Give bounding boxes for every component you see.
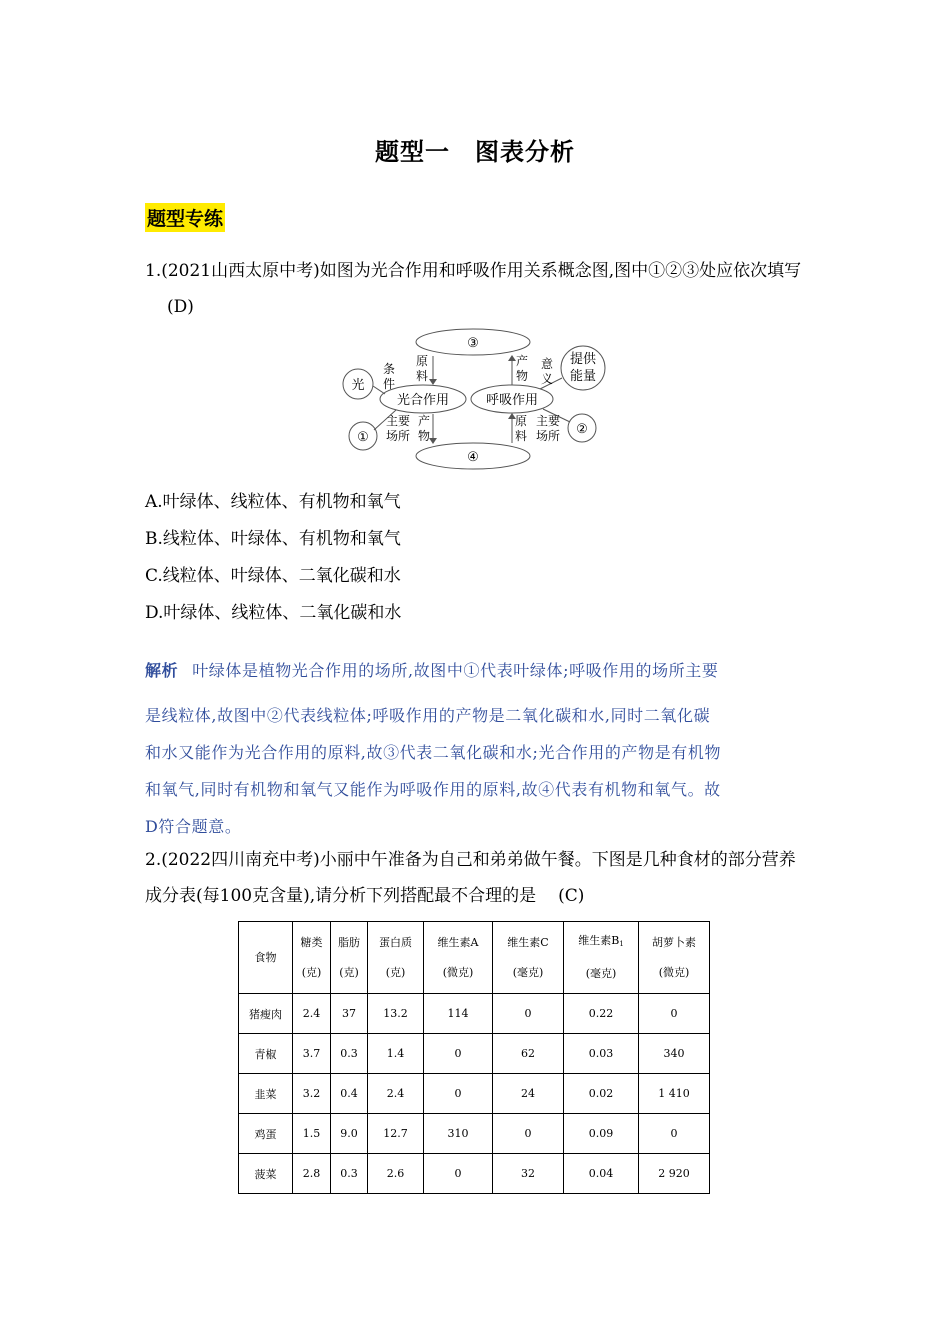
table-cell: 32	[493, 1154, 564, 1194]
table-row	[239, 994, 710, 1034]
table-header-row	[239, 922, 710, 994]
question-1	[145, 253, 810, 325]
table-cell: 0.04	[564, 1154, 639, 1194]
raw-right-label-2: 料	[514, 429, 528, 443]
site-right-label-1: 主要	[535, 414, 561, 428]
right-place-label: ②	[576, 422, 588, 437]
table-header-cell: 胡萝卜素 (微克)	[639, 922, 710, 994]
table-cell: 0	[493, 1114, 564, 1154]
question-2	[145, 842, 810, 914]
option-a: A.叶绿体、线粒体、有机物和氧气	[145, 492, 401, 512]
table-cell: 0	[424, 1034, 493, 1074]
prod-left-label-1: 产	[417, 414, 431, 428]
table-cell: 0.02	[564, 1074, 639, 1114]
table-row	[239, 1074, 710, 1114]
analysis-line: D符合题意。	[145, 817, 242, 836]
table-row	[239, 1114, 710, 1154]
table-cell: 340	[639, 1034, 710, 1074]
table-cell: 菠菜	[239, 1154, 293, 1194]
table-header-cell: 脂肪 (克)	[331, 922, 368, 994]
table-cell: 2.4	[368, 1074, 424, 1114]
table-cell: 2.4	[293, 994, 331, 1034]
analysis-line: 和氧气,同时有机物和氧气又能作为呼吸作用的原料,故④代表有机物和氧气。故	[145, 780, 721, 799]
analysis-label: 解析	[145, 661, 179, 680]
table-cell: 13.2	[368, 994, 424, 1034]
table-cell: 37	[331, 994, 368, 1034]
table-cell: 3.7	[293, 1034, 331, 1074]
table-cell: 310	[424, 1114, 493, 1154]
analysis-line: 解析 叶绿体是植物光合作用的场所,故图中①代表叶绿体;呼吸作用的场所主要	[145, 661, 719, 680]
table-cell: 韭菜	[239, 1074, 293, 1114]
table-cell: 猪瘦肉	[239, 994, 293, 1034]
light-label: 光	[351, 378, 365, 393]
table-cell: 0	[424, 1074, 493, 1114]
options-list	[145, 484, 401, 632]
concept-diagram	[340, 326, 610, 472]
table-header-cell: 糖类 (克)	[293, 922, 331, 994]
right-process-label: 呼吸作用	[485, 393, 539, 408]
table-cell: 0.03	[564, 1034, 639, 1074]
table-cell: 0.3	[331, 1154, 368, 1194]
table-cell: 114	[424, 994, 493, 1034]
table-cell: 1.4	[368, 1034, 424, 1074]
table-cell: 9.0	[331, 1114, 368, 1154]
table-cell: 0	[639, 1114, 710, 1154]
section-label: 题型专练	[145, 203, 225, 232]
raw-left-label-2: 料	[415, 369, 429, 383]
prod-right-label-1: 产	[515, 354, 529, 368]
option-d: D.叶绿体、线粒体、二氧化碳和水	[145, 603, 402, 623]
raw-left-label-1: 原	[415, 354, 429, 368]
question-2-text: 2.(2022四川南充中考)小丽中午准备为自己和弟弟做午餐。下图是几种食材的部分营养成分表(每100克含量),请分析下列搭配最不合理的是	[145, 850, 796, 906]
table-cell: 0	[424, 1154, 493, 1194]
table-cell: 0.4	[331, 1074, 368, 1114]
cond-label-2: 件	[382, 377, 396, 391]
table-cell: 62	[493, 1034, 564, 1074]
option-b: B.线粒体、叶绿体、有机物和氧气	[145, 529, 401, 549]
energy-label-1: 提供	[569, 352, 597, 367]
analysis-line: 和水又能作为光合作用的原料,故③代表二氧化碳和水;光合作用的产物是有机物	[145, 743, 722, 762]
mean-label-2: 义	[540, 372, 554, 386]
table-header-cell: 食物	[239, 922, 293, 994]
nutrition-table	[238, 921, 710, 1194]
table-cell: 青椒	[239, 1034, 293, 1074]
table-cell: 2.8	[293, 1154, 331, 1194]
table-cell: 鸡蛋	[239, 1114, 293, 1154]
table-cell: 0.22	[564, 994, 639, 1034]
table-cell: 2 920	[639, 1154, 710, 1194]
site-right-label-2: 场所	[535, 429, 561, 443]
table-cell: 2.6	[368, 1154, 424, 1194]
table-cell: 0.09	[564, 1114, 639, 1154]
table-cell: 1.5	[293, 1114, 331, 1154]
table-cell: 24	[493, 1074, 564, 1114]
table-header-cell: 维生素A (微克)	[424, 922, 493, 994]
question-1-text: 1.(2021山西太原中考)如图为光合作用和呼吸作用关系概念图,图中①②③处应依次填写	[145, 261, 802, 281]
table-header-cell: 维生素$B_1$ (毫克)	[564, 922, 639, 994]
table-cell: 0	[639, 994, 710, 1034]
table-cell: 0	[493, 994, 564, 1034]
table-cell: 0.3	[331, 1034, 368, 1074]
cond-label-1: 条	[382, 362, 396, 376]
left-process-label: 光合作用	[396, 393, 450, 408]
option-c: C.线粒体、叶绿体、二氧化碳和水	[145, 566, 401, 586]
bottom-oval-label: ④	[467, 450, 479, 465]
table-cell: 3.2	[293, 1074, 331, 1114]
mean-label-1: 意	[540, 357, 554, 371]
question-2-answer: (C)	[558, 886, 585, 906]
site-left-label-1: 主要	[385, 414, 411, 428]
analysis	[145, 645, 810, 845]
question-1-answer: (D)	[167, 297, 194, 317]
raw-right-label-1: 原	[514, 414, 528, 428]
prod-right-label-2: 物	[515, 369, 529, 383]
analysis-line: 是线粒体,故图中②代表线粒体;呼吸作用的产物是二氧化碳和水,同时二氧化碳	[145, 706, 711, 725]
top-oval-label: ③	[467, 336, 479, 351]
energy-label-2: 能量	[569, 369, 597, 384]
table-row	[239, 1034, 710, 1074]
table-header-cell: 蛋白质 (克)	[368, 922, 424, 994]
page-title: 题型一 图表分析	[375, 138, 575, 166]
left-place-label: ①	[357, 430, 369, 445]
table-cell: 1 410	[639, 1074, 710, 1114]
site-left-label-2: 场所	[385, 429, 411, 443]
table-row	[239, 1154, 710, 1194]
table-header-cell: 维生素C (毫克)	[493, 922, 564, 994]
table-cell: 12.7	[368, 1114, 424, 1154]
prod-left-label-2: 物	[417, 429, 431, 443]
